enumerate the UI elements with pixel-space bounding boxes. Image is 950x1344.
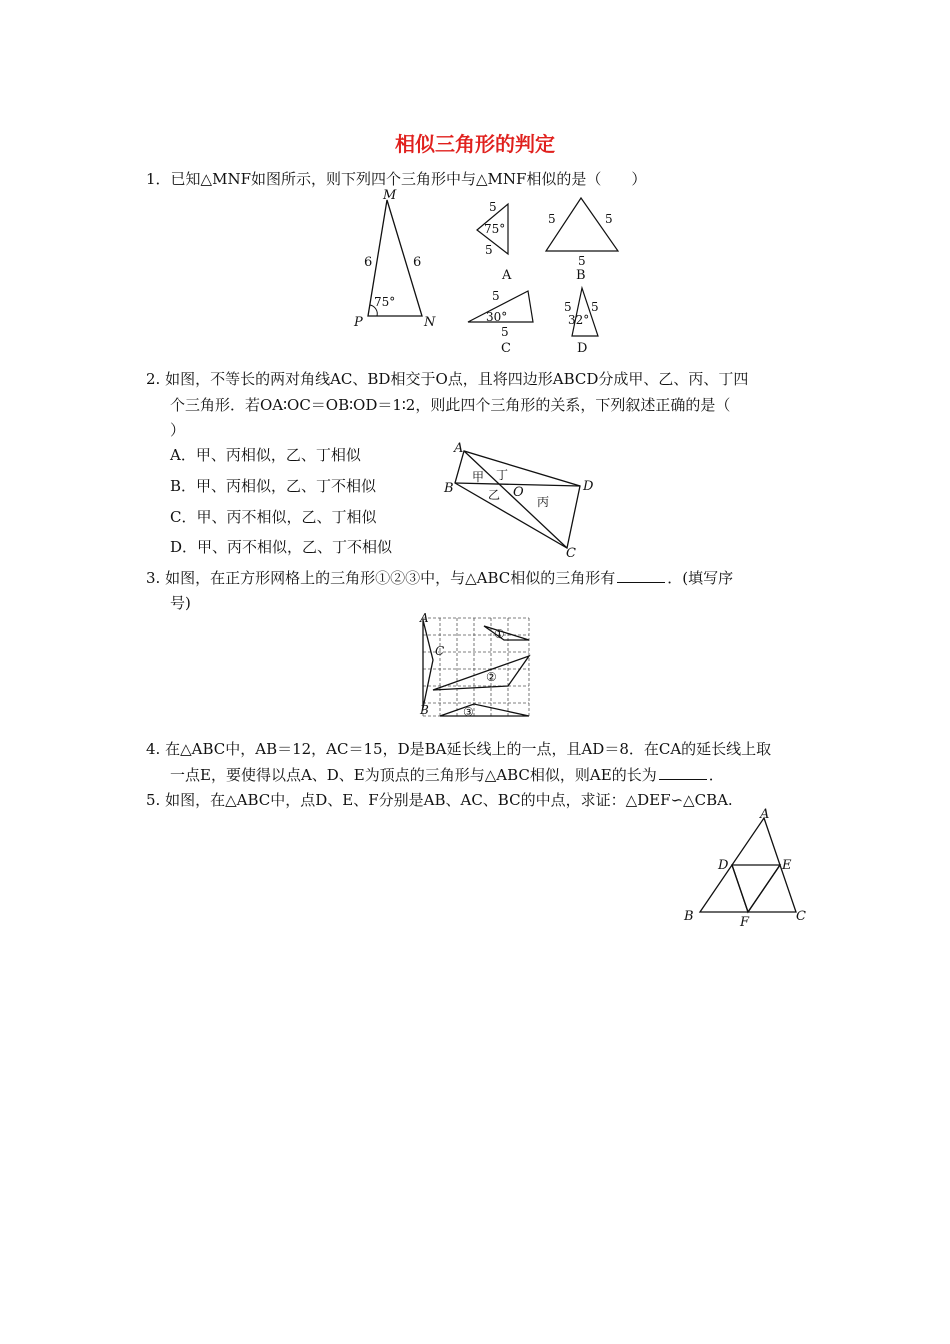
vertex-label-a: A: [454, 441, 464, 456]
q2-figure: [440, 438, 605, 563]
choice-a[interactable]: A．甲、丙相似，乙、丁相似: [170, 446, 361, 464]
option-label-d: D: [577, 341, 588, 356]
question-text: ．: [708, 766, 724, 784]
q3-grid-figure: [416, 608, 536, 723]
question-number: 5.: [146, 791, 161, 809]
triangle-2: [433, 656, 529, 690]
vertex-label-n: N: [424, 315, 436, 330]
option-label-c: C: [501, 341, 511, 356]
side-label: 5: [485, 243, 493, 257]
side-label: 5: [564, 300, 572, 314]
point-label-o: O: [513, 485, 524, 500]
question-4-line2: [170, 764, 724, 786]
question-number: 1．: [146, 170, 171, 188]
region-label: ①: [494, 627, 505, 641]
choice-c[interactable]: C．甲、丙不相似，乙、丁相似: [170, 508, 377, 526]
angle-label: 75°: [374, 295, 396, 309]
question-text: 已知△MNF如图所示，则下列四个三角形中与△MNF相似的是（ ）: [170, 170, 647, 188]
vertex-label-e: E: [782, 858, 792, 873]
vertex-label-a: A: [760, 807, 770, 822]
question-4: [146, 738, 771, 760]
page-title: 相似三角形的判定: [395, 132, 555, 156]
triangle-def: [732, 865, 780, 912]
question-number: 4.: [146, 740, 161, 758]
question-number: 3.: [146, 569, 161, 587]
region-label: ③: [463, 705, 474, 719]
vertex-label-a: A: [420, 611, 429, 625]
triangle-3: [440, 704, 529, 716]
question-text: ．(填写序: [667, 569, 734, 587]
question-3-line2: 号): [170, 594, 191, 612]
q1-options-figure: [460, 188, 630, 358]
question-text: 如图，在△ABC中，点D、E、F分别是AB、AC、BC的中点，求证：△DEF∽△CBA.: [165, 791, 733, 809]
vertex-label-p: P: [354, 315, 363, 330]
side-label: 6: [413, 255, 422, 270]
question-text: 如图，在正方形网格上的三角形①②③中，与△ABC相似的三角形有: [165, 569, 616, 587]
vertex-label-m: M: [383, 188, 397, 203]
angle-label: 30°: [486, 310, 508, 324]
side-label: 5: [501, 325, 509, 339]
side-label: 5: [578, 254, 586, 268]
vertex-label-f: F: [740, 915, 750, 930]
question-number: 2.: [146, 370, 161, 388]
side-label: 5: [605, 212, 613, 226]
question-text: 在△ABC中，AB＝12，AC＝15，D是BA延长线上的一点，且AD＝8．在CA的延长线上取: [165, 740, 772, 758]
segment: [748, 865, 780, 912]
question-3: [146, 567, 733, 589]
vertex-label-b: B: [684, 909, 694, 924]
angle-label: 32°: [568, 313, 590, 327]
side-label: 5: [548, 212, 556, 226]
question-1: [146, 168, 646, 190]
vertex-label-c: C: [566, 546, 576, 561]
region-label: ②: [486, 670, 497, 684]
q5-figure: [680, 808, 810, 933]
side-label: 6: [364, 255, 373, 270]
question-5: [146, 789, 733, 811]
side-label: 5: [492, 289, 500, 303]
triangle-abc: [423, 620, 433, 708]
region-label: 丁: [496, 468, 509, 482]
vertex-label-c: C: [796, 909, 806, 924]
question-2: [146, 368, 748, 390]
side-label: 5: [489, 200, 497, 214]
region-label: 丙: [537, 495, 550, 509]
region-label: 乙: [488, 488, 501, 502]
answer-blank[interactable]: [617, 568, 665, 583]
region-label: 甲: [472, 470, 485, 484]
vertex-label-c: C: [435, 644, 445, 658]
question-text: 一点E，要使得以点A、D、E为顶点的三角形与△ABC相似，则AE的长为: [170, 766, 657, 784]
question-2-line3: ）: [170, 421, 186, 439]
choice-b[interactable]: B．甲、丙相似，乙、丁不相似: [170, 477, 377, 495]
answer-blank[interactable]: [659, 765, 707, 780]
option-label-b: B: [576, 268, 586, 283]
vertex-label-b: B: [444, 481, 454, 496]
question-2-line2: 个三角形．若OA∶OC＝OB∶OD＝1∶2，则此四个三角形的关系，下列叙述正确的是（: [170, 396, 731, 414]
vertex-label-d: D: [718, 858, 729, 873]
question-text: 如图，不等长的两对角线AC、BD相交于O点，且将四边形ABCD分成甲、乙、丙、丁四: [165, 370, 749, 388]
segment: [732, 865, 748, 912]
angle-label: 75°: [484, 222, 506, 236]
side-label: 5: [591, 300, 599, 314]
choice-d[interactable]: D．甲、丙不相似，乙、丁不相似: [170, 538, 393, 556]
vertex-label-b: B: [420, 703, 429, 717]
option-label-a: A: [502, 268, 512, 283]
vertex-label-d: D: [583, 479, 594, 494]
